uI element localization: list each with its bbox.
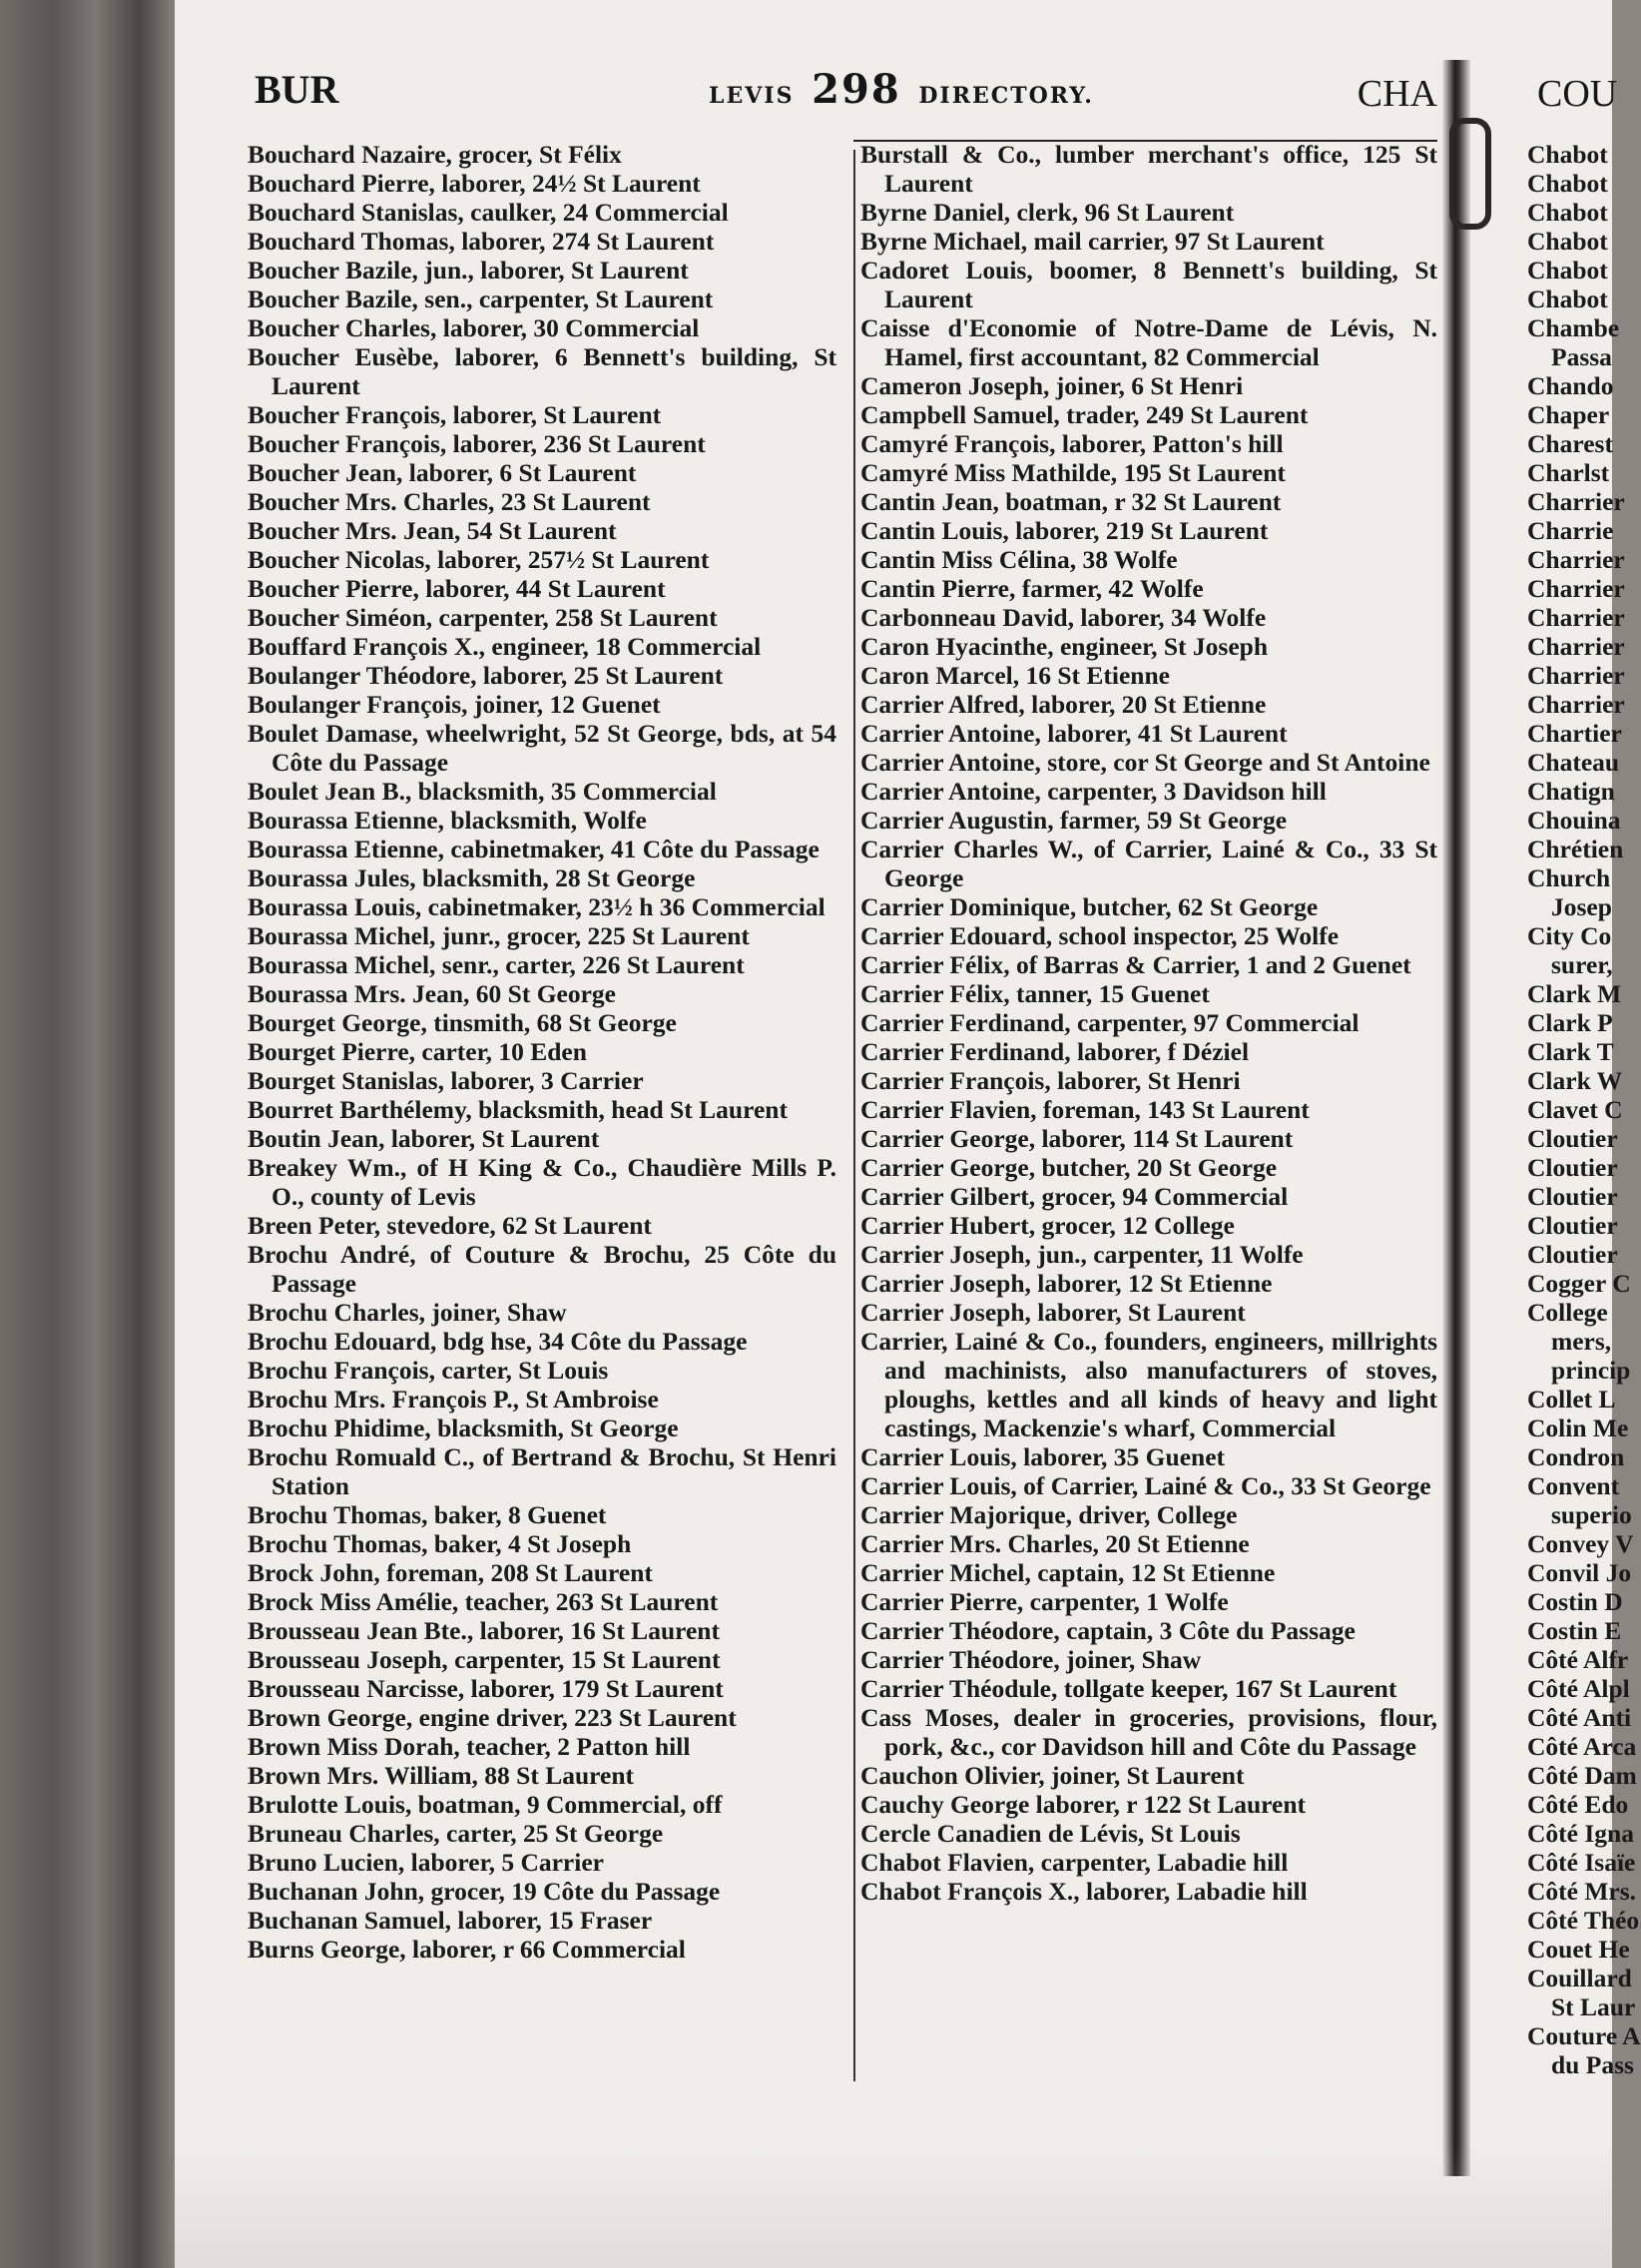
directory-entry: Cauchy George laborer, r 122 St Laurent xyxy=(860,1790,1307,1819)
directory-entry: Bourassa Jules, blacksmith, 28 St George xyxy=(248,863,696,892)
directory-entry: Carrier Antoine, laborer, 41 St Laurent xyxy=(860,719,1288,748)
directory-entry: Bourassa Louis, cabinetmaker, 23½ h 36 Commercial xyxy=(248,892,825,921)
directory-entry: Couture A xyxy=(1527,2021,1641,2050)
directory-entry: Charrier xyxy=(1527,487,1625,516)
directory-entry: Carrier Théodore, captain, 3 Côte du Passage xyxy=(860,1616,1356,1645)
directory-entry: Cantin Pierre, farmer, 42 Wolfe xyxy=(860,574,1204,603)
directory-entry: Brown George, engine driver, 223 St Laurent xyxy=(248,1703,737,1732)
directory-entry: Bouffard François X., engineer, 18 Commercial xyxy=(248,632,762,661)
directory-entry: Chabot Flavien, carpenter, Labadie hill xyxy=(860,1848,1289,1877)
directory-entry: St Laur xyxy=(1551,1992,1636,2021)
header-guide-word-right: CHA xyxy=(1357,73,1437,115)
directory-entry: Brousseau Jean Bte., laborer, 16 St Laurent xyxy=(248,1616,720,1645)
directory-entry: Boulanger Théodore, laborer, 25 St Laurent xyxy=(248,661,724,690)
directory-entry: Carrier Augustin, farmer, 59 St George xyxy=(860,806,1288,835)
page-number: 298 xyxy=(812,66,901,113)
directory-entry: Camyré Miss Mathilde, 195 St Laurent xyxy=(860,458,1286,487)
directory-entry: Charrier xyxy=(1527,574,1625,603)
directory-entry: Boucher Eusèbe, laborer, 6 Bennett's building, St Laurent xyxy=(248,342,836,400)
directory-entry: Brochu André, of Couture & Brochu, 25 Côte du Passage xyxy=(248,1240,836,1298)
directory-entry: Boucher Mrs. Jean, 54 St Laurent xyxy=(248,516,617,545)
directory-entry: Cloutier xyxy=(1527,1124,1618,1153)
directory-entry: Carrier Théodore, joiner, Shaw xyxy=(860,1645,1202,1674)
directory-column-3-partial xyxy=(1527,140,1641,2079)
directory-entry: Byrne Daniel, clerk, 96 St Laurent xyxy=(860,198,1235,227)
directory-entry: princip xyxy=(1551,1356,1631,1385)
directory-entry: Boucher Pierre, laborer, 44 St Laurent xyxy=(248,574,666,603)
directory-entry: Chabot François X., laborer, Labadie hill xyxy=(860,1877,1308,1906)
directory-entry: College xyxy=(1527,1298,1608,1327)
directory-entry: Carrier Antoine, store, cor St George and St Antoine xyxy=(860,748,1430,777)
directory-entry: Carrier Joseph, laborer, St Laurent xyxy=(860,1298,1246,1327)
directory-entry: Brulotte Louis, boatman, 9 Commercial, off xyxy=(248,1790,723,1819)
directory-entry: mers, xyxy=(1551,1327,1612,1356)
header-title-right: DIRECTORY. xyxy=(918,83,1094,109)
directory-entry: Bourret Barthélemy, blacksmith, head St Laurent xyxy=(248,1095,788,1124)
directory-entry: Caron Hyacinthe, engineer, St Joseph xyxy=(860,632,1269,661)
directory-entry: Brochu François, carter, St Louis xyxy=(248,1356,609,1385)
directory-entry: Chabot xyxy=(1527,169,1608,198)
directory-entry: Carrier Joseph, laborer, 12 St Etienne xyxy=(860,1269,1273,1298)
directory-entry: Charlst xyxy=(1527,458,1610,487)
directory-entry: Carrier Antoine, carpenter, 3 Davidson hill xyxy=(860,777,1327,806)
directory-entry: Brochu Mrs. François P., St Ambroise xyxy=(248,1385,659,1414)
directory-entry: Burstall & Co., lumber merchant's office, 125 St Laurent xyxy=(860,140,1437,198)
directory-entry: Côté Edo xyxy=(1527,1790,1629,1819)
directory-entry: Cercle Canadien de Lévis, St Louis xyxy=(860,1819,1241,1848)
directory-entry: Carrier Pierre, carpenter, 1 Wolfe xyxy=(860,1587,1229,1616)
directory-entry: Cantin Miss Célina, 38 Wolfe xyxy=(860,545,1178,574)
directory-entry: Cass Moses, dealer in groceries, provisions, flour, pork, &c., cor Davidson hill and Côte du Passage xyxy=(860,1703,1437,1761)
directory-entry: Bourget George, tinsmith, 68 St George xyxy=(248,1008,677,1037)
directory-entry: Carrier Joseph, jun., carpenter, 11 Wolfe xyxy=(860,1240,1304,1269)
directory-entry: Carrier Dominique, butcher, 62 St George xyxy=(860,892,1319,921)
directory-entry: Brochu Thomas, baker, 8 Guenet xyxy=(248,1500,607,1529)
directory-entry: Côté Mrs. xyxy=(1527,1877,1637,1906)
directory-entry: Boucher Charles, laborer, 30 Commercial xyxy=(248,313,700,342)
directory-entry: Cantin Louis, laborer, 219 St Laurent xyxy=(860,516,1269,545)
directory-entry: Campbell Samuel, trader, 249 St Laurent xyxy=(860,400,1309,429)
directory-entry: Bouchard Thomas, laborer, 274 St Laurent xyxy=(248,227,715,256)
directory-entry: Chambe xyxy=(1527,313,1620,342)
directory-entry: Côté Alfr xyxy=(1527,1645,1629,1674)
directory-entry: Boulet Damase, wheelwright, 52 St George, bds, at 54 Côte du Passage xyxy=(248,719,836,777)
directory-entry: Cloutier xyxy=(1527,1153,1618,1182)
directory-entry: Brown Miss Dorah, teacher, 2 Patton hill xyxy=(248,1732,691,1761)
directory-entry: Brochu Phidime, blacksmith, St George xyxy=(248,1414,679,1442)
directory-entry: Bouchard Pierre, laborer, 24½ St Laurent xyxy=(248,169,701,198)
directory-entry: Colin Me xyxy=(1527,1414,1629,1442)
directory-entry: Brousseau Narcisse, laborer, 179 St Laurent xyxy=(248,1674,724,1703)
directory-entry: Carrier Alfred, laborer, 20 St Etienne xyxy=(860,690,1267,719)
directory-entry: Charrier xyxy=(1527,661,1625,690)
directory-entry: Charrie xyxy=(1527,516,1614,545)
directory-entry: du Pass xyxy=(1551,2050,1634,2079)
directory-entry: Cauchon Olivier, joiner, St Laurent xyxy=(860,1761,1245,1790)
directory-entry: Brochu Thomas, baker, 4 St Joseph xyxy=(248,1529,632,1558)
directory-entry: Carrier George, butcher, 20 St George xyxy=(860,1153,1278,1182)
directory-entry: Carrier Michel, captain, 12 St Etienne xyxy=(860,1558,1276,1587)
directory-entry: Couillard xyxy=(1527,1964,1632,1992)
directory-entry: Caron Marcel, 16 St Etienne xyxy=(860,661,1170,690)
directory-entry: Boucher Bazile, sen., carpenter, St Laurent xyxy=(248,284,714,313)
directory-entry: Côté Théo xyxy=(1527,1906,1640,1935)
directory-entry: Côté Anti xyxy=(1527,1703,1632,1732)
directory-entry: Carrier Ferdinand, laborer, f Déziel xyxy=(860,1037,1250,1066)
directory-entry: Côté Arca xyxy=(1527,1732,1637,1761)
directory-entry: Côté Alpl xyxy=(1527,1674,1630,1703)
directory-entry: Chatign xyxy=(1527,777,1615,806)
directory-entry: Bourassa Michel, junr., grocer, 225 St Laurent xyxy=(248,921,750,950)
directory-entry: Cloutier xyxy=(1527,1182,1618,1211)
directory-entry: Carrier Flavien, foreman, 143 St Laurent xyxy=(860,1095,1310,1124)
directory-entry: Brock Miss Amélie, teacher, 263 St Laurent xyxy=(248,1587,719,1616)
directory-entry: Boucher Siméon, carpenter, 258 St Laurent xyxy=(248,603,718,632)
directory-entry: City Co xyxy=(1527,921,1612,950)
directory-entry: Charrier xyxy=(1527,603,1625,632)
header-guide-word-left: BUR xyxy=(255,67,339,112)
directory-entry: Cadoret Louis, boomer, 8 Bennett's building, St Laurent xyxy=(860,256,1437,313)
directory-entry: Chartier xyxy=(1527,719,1622,748)
directory-entry: Caisse d'Economie of Notre-Dame de Lévis, N. Hamel, first accountant, 82 Commercial xyxy=(860,313,1437,371)
directory-entry: Bruno Lucien, laborer, 5 Carrier xyxy=(248,1848,604,1877)
directory-entry: Charrier xyxy=(1527,632,1625,661)
directory-entry: Chabot xyxy=(1527,256,1608,284)
directory-entry: Bouchard Stanislas, caulker, 24 Commercial xyxy=(248,198,729,227)
directory-entry: Charrier xyxy=(1527,690,1625,719)
directory-entry: Carbonneau David, laborer, 34 Wolfe xyxy=(860,603,1267,632)
directory-entry: Boucher Mrs. Charles, 23 St Laurent xyxy=(248,487,651,516)
directory-entry: Boucher François, laborer, 236 St Laurent xyxy=(248,429,706,458)
directory-entry: Buchanan John, grocer, 19 Côte du Passage xyxy=(248,1877,721,1906)
column-divider xyxy=(853,150,855,2081)
book-binding xyxy=(0,0,175,2268)
directory-entry: Passa xyxy=(1551,342,1612,371)
directory-entry: Chaper xyxy=(1527,400,1610,429)
directory-entry: Costin E xyxy=(1527,1616,1622,1645)
directory-entry: Bourassa Michel, senr., carter, 226 St Laurent xyxy=(248,950,745,979)
directory-entry: Brock John, foreman, 208 St Laurent xyxy=(248,1558,653,1587)
directory-entry: Chrétien xyxy=(1527,835,1624,863)
directory-column-2 xyxy=(860,140,1437,1906)
directory-entry: Brochu Edouard, bdg hse, 34 Côte du Passage xyxy=(248,1327,748,1356)
directory-entry: Boucher Nicolas, laborer, 257½ St Laurent xyxy=(248,545,710,574)
directory-entry: Carrier Louis, laborer, 35 Guenet xyxy=(860,1442,1226,1471)
directory-entry: Chabot xyxy=(1527,227,1608,256)
directory-entry: Brochu Romuald C., of Bertrand & Brochu, St Henri Station xyxy=(248,1442,836,1500)
directory-entry: Chateau xyxy=(1527,748,1620,777)
directory-entry: Carrier Mrs. Charles, 20 St Etienne xyxy=(860,1529,1250,1558)
directory-entry: Clark P xyxy=(1527,1008,1613,1037)
directory-entry: Bruneau Charles, carter, 25 St George xyxy=(248,1819,664,1848)
directory-entry: Clark T xyxy=(1527,1037,1614,1066)
directory-entry: Bourget Stanislas, laborer, 3 Carrier xyxy=(248,1066,644,1095)
directory-entry: Chando xyxy=(1527,371,1614,400)
directory-column-1 xyxy=(248,140,836,1964)
directory-entry: Carrier Hubert, grocer, 12 College xyxy=(860,1211,1235,1240)
directory-entry: Clavet C xyxy=(1527,1095,1623,1124)
directory-entry: Couet He xyxy=(1527,1935,1630,1964)
page-shadow xyxy=(175,2146,1612,2268)
directory-entry: Carrier Charles W., of Carrier, Lainé & Co., 33 St George xyxy=(860,835,1437,892)
next-page-guide-word: COU xyxy=(1537,73,1618,115)
directory-entry: Boucher Bazile, jun., laborer, St Laurent xyxy=(248,256,689,284)
directory-entry: Breen Peter, stevedore, 62 St Laurent xyxy=(248,1211,652,1240)
directory-entry: Clark M xyxy=(1527,979,1622,1008)
directory-entry: Boutin Jean, laborer, St Laurent xyxy=(248,1124,600,1153)
directory-entry: Côté Isaïe xyxy=(1527,1848,1636,1877)
directory-entry: Cameron Joseph, joiner, 6 St Henri xyxy=(860,371,1244,400)
directory-entry: Convey V xyxy=(1527,1529,1634,1558)
directory-entry: Carrier Louis, of Carrier, Lainé & Co., 33 St George xyxy=(860,1471,1431,1500)
directory-entry: Cantin Jean, boatman, r 32 St Laurent xyxy=(860,487,1282,516)
directory-entry: Chabot xyxy=(1527,198,1608,227)
directory-entry: Bourassa Etienne, cabinetmaker, 41 Côte du Passage xyxy=(248,835,820,863)
directory-entry: Cloutier xyxy=(1527,1240,1618,1269)
directory-entry: Carrier Théodule, tollgate keeper, 167 St Laurent xyxy=(860,1674,1397,1703)
directory-entry: Brousseau Joseph, carpenter, 15 St Laurent xyxy=(248,1645,721,1674)
directory-entry: Carrier, Lainé & Co., founders, engineers, millrights and machinists, also manufacturers of stoves, ploughs, kettles and all kinds of heavy and light castings, Mackenzie's wharf, Commercial xyxy=(860,1327,1437,1442)
directory-entry: Carrier Majorique, driver, College xyxy=(860,1500,1238,1529)
directory-entry: Convil Jo xyxy=(1527,1558,1632,1587)
directory-entry: Carrier Edouard, school inspector, 25 Wolfe xyxy=(860,921,1340,950)
directory-entry: Carrier François, laborer, St Henri xyxy=(860,1066,1241,1095)
directory-entry: Boucher Jean, laborer, 6 St Laurent xyxy=(248,458,637,487)
header-title xyxy=(709,66,1094,113)
directory-entry: Camyré François, laborer, Patton's hill xyxy=(860,429,1284,458)
directory-entry: Breakey Wm., of H King & Co., Chaudière Mills P. O., county of Levis xyxy=(248,1153,836,1211)
directory-entry: Bourget Pierre, carter, 10 Eden xyxy=(248,1037,587,1066)
directory-entry: Josep xyxy=(1551,892,1612,921)
directory-entry: Condron xyxy=(1527,1442,1625,1471)
directory-entry: Charrier xyxy=(1527,545,1625,574)
directory-entry: Convent xyxy=(1527,1471,1620,1500)
directory-entry: Byrne Michael, mail carrier, 97 St Laurent xyxy=(860,227,1325,256)
page-header xyxy=(255,66,1618,136)
directory-entry: Buchanan Samuel, laborer, 15 Fraser xyxy=(248,1906,653,1935)
directory-entry: Bourassa Mrs. Jean, 60 St George xyxy=(248,979,617,1008)
directory-entry: superio xyxy=(1551,1500,1632,1529)
directory-entry: Carrier Félix, tanner, 15 Guenet xyxy=(860,979,1210,1008)
directory-entry: Brochu Charles, joiner, Shaw xyxy=(248,1298,567,1327)
directory-entry: Chabot xyxy=(1527,140,1608,169)
directory-entry: Charest xyxy=(1527,429,1613,458)
directory-entry: Bourassa Etienne, blacksmith, Wolfe xyxy=(248,806,647,835)
page-gutter xyxy=(1442,60,1470,2176)
binder-ring-icon xyxy=(1449,118,1491,230)
directory-entry: Chabot xyxy=(1527,284,1608,313)
directory-entry: Collet L xyxy=(1527,1385,1616,1414)
directory-entry: Boucher François, laborer, St Laurent xyxy=(248,400,662,429)
directory-entry: Carrier Félix, of Barras & Carrier, 1 and 2 Guenet xyxy=(860,950,1411,979)
directory-entry: Cloutier xyxy=(1527,1211,1618,1240)
directory-entry: Carrier George, laborer, 114 St Laurent xyxy=(860,1124,1294,1153)
directory-entry: Boulanger François, joiner, 12 Guenet xyxy=(248,690,661,719)
directory-entry: Chouina xyxy=(1527,806,1621,835)
directory-entry: Bouchard Nazaire, grocer, St Félix xyxy=(248,140,622,169)
directory-entry: surer, xyxy=(1551,950,1613,979)
directory-entry: Clark W xyxy=(1527,1066,1623,1095)
directory-entry: Côté Dam xyxy=(1527,1761,1637,1790)
directory-entry: Cogger C xyxy=(1527,1269,1631,1298)
directory-entry: Costin D xyxy=(1527,1587,1623,1616)
directory-entry: Carrier Ferdinand, carpenter, 97 Commercial xyxy=(860,1008,1360,1037)
directory-entry: Brown Mrs. William, 88 St Laurent xyxy=(248,1761,635,1790)
directory-entry: Boulet Jean B., blacksmith, 35 Commercial xyxy=(248,777,717,806)
directory-entry: Carrier Gilbert, grocer, 94 Commercial xyxy=(860,1182,1289,1211)
directory-entry: Côté Igna xyxy=(1527,1819,1634,1848)
directory-entry: Burns George, laborer, r 66 Commercial xyxy=(248,1935,686,1964)
directory-entry: Church xyxy=(1527,863,1611,892)
header-title-left: LEVIS xyxy=(709,83,795,109)
